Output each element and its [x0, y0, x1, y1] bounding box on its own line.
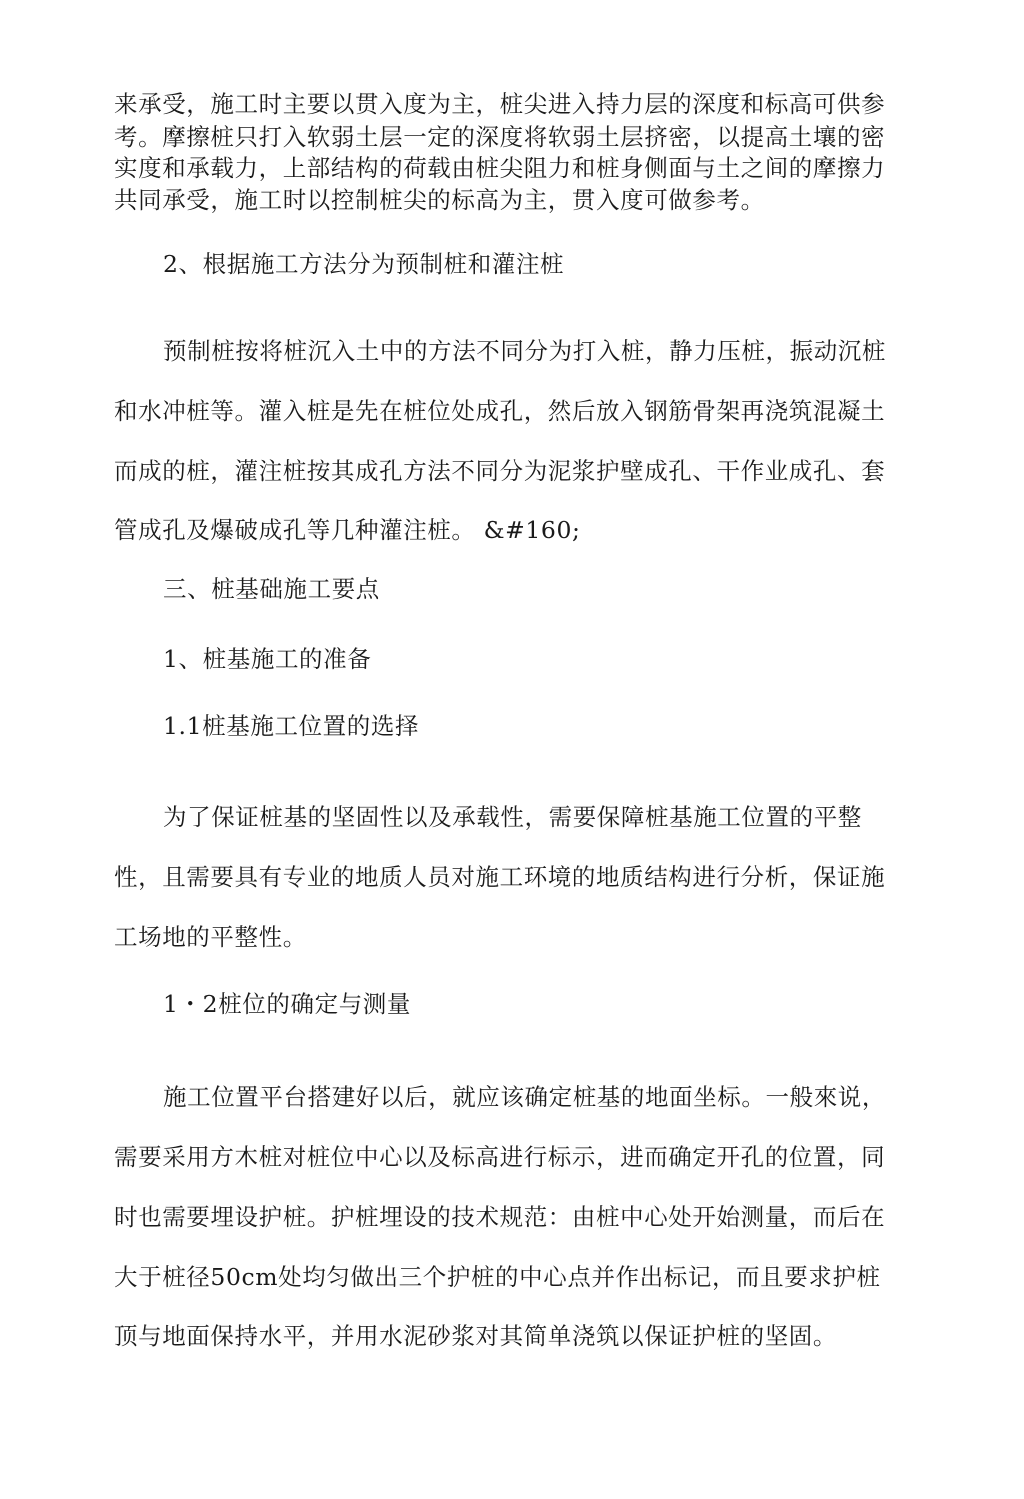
section-heading: 2、根据施工方法分为预制桩和灌注桩 — [163, 250, 565, 278]
paragraph-line: 工场地的平整性。 — [114, 923, 307, 951]
paragraph-line: 共同承受，施工时以控制桩尖的标高为主，贯入度可做参考。 — [114, 186, 765, 214]
paragraph-line: 实度和承载力，上部结构的荷载由桩尖阻力和桩身侧面与土之间的摩擦力 — [114, 154, 886, 182]
paragraph-line: 预制桩按将桩沉入土中的方法不同分为打入桩，静力压桩，振动沉桩 — [163, 337, 886, 365]
subsection-heading: 1・2桩位的确定与测量 — [163, 990, 412, 1018]
paragraph-line: 需要采用方木桩对桩位中心以及标高进行标示，进而确定开孔的位置，同 — [114, 1143, 886, 1171]
paragraph-line: 为了保证桩基的坚固性以及承载性，需要保障桩基施工位置的平整 — [163, 803, 862, 831]
paragraph-line: 考。摩擦桩只打入软弱土层一定的深度将软弱土层挤密，以提高土壤的密 — [114, 123, 886, 151]
paragraph-line: 而成的桩，灌注桩按其成孔方法不同分为泥浆护壁成孔、干作业成孔、套 — [114, 457, 886, 485]
paragraph-line: 和水冲桩等。灌入桩是先在桩位处成孔，然后放入钢筋骨架再浇筑混凝土 — [114, 397, 886, 425]
paragraph-line: 时也需要埋设护桩。护桩埋设的技术规范：由桩中心处开始测量，而后在 — [114, 1203, 886, 1231]
subsection-heading: 1.1桩基施工位置的选择 — [163, 712, 420, 740]
paragraph-line: 管成孔及爆破成孔等几种灌注桩。 &#160; — [114, 516, 581, 544]
paragraph-line: 性，且需要具有专业的地质人员对施工环境的地质结构进行分析，保证施 — [114, 863, 886, 891]
paragraph-line: 施工位置平台搭建好以后，就应该确定桩基的地面坐标。一般來说， — [163, 1083, 886, 1111]
paragraph-line: 顶与地面保持水平，并用水泥砂浆对其简单浇筑以保证护桩的坚固。 — [114, 1322, 837, 1350]
paragraph-line: 来承受，施工时主要以贯入度为主，桩尖进入持力层的深度和标高可供参 — [114, 90, 886, 118]
section-heading: 1、桩基施工的准备 — [163, 645, 372, 673]
paragraph-line: 大于桩径50cm处均匀做出三个护桩的中心点并作出标记，而且要求护桩 — [114, 1263, 881, 1291]
chapter-heading: 三、桩基础施工要点 — [163, 575, 380, 603]
